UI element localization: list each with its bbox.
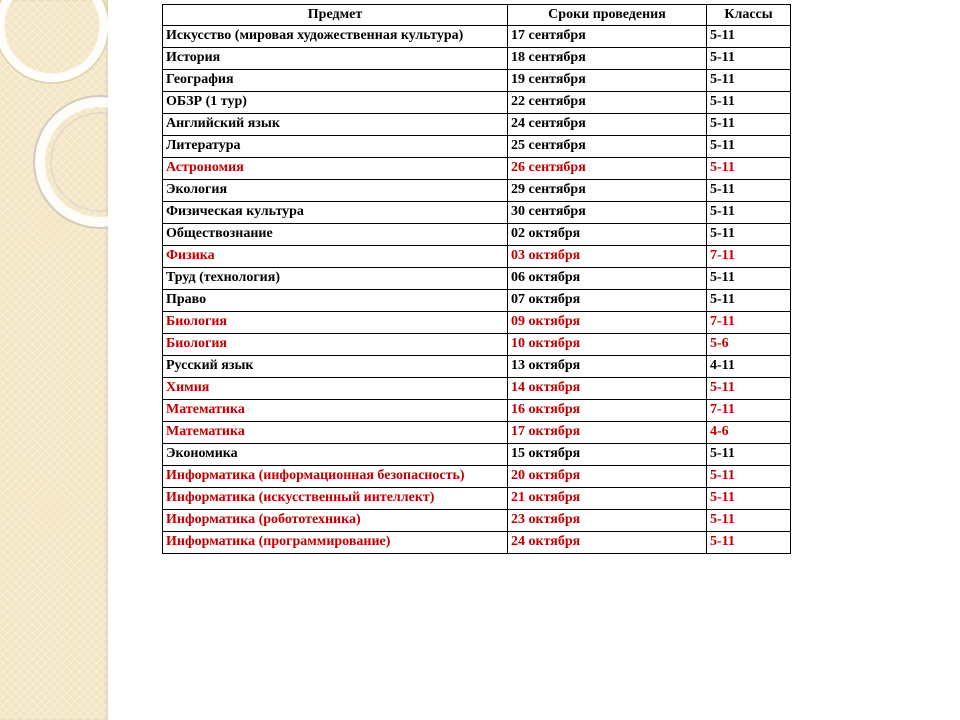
table-row <box>163 224 791 246</box>
subject-cell: География <box>163 70 508 92</box>
table-row <box>163 136 791 158</box>
table-row <box>163 466 791 488</box>
date-cell: 24 октября <box>508 532 707 554</box>
date-cell: 10 октября <box>508 334 707 356</box>
table-row <box>163 312 791 334</box>
subject-cell: Химия <box>163 378 508 400</box>
date-cell: 26 сентября <box>508 158 707 180</box>
table-row <box>163 488 791 510</box>
date-cell: 07 октября <box>508 290 707 312</box>
grades-cell: 5-11 <box>707 444 791 466</box>
table-row <box>163 444 791 466</box>
table-row <box>163 158 791 180</box>
grades-cell: 5-11 <box>707 268 791 290</box>
grades-cell: 5-11 <box>707 466 791 488</box>
table-row <box>163 334 791 356</box>
date-cell: 15 октября <box>508 444 707 466</box>
subject-cell: Информатика (робототехника) <box>163 510 508 532</box>
date-cell: 18 сентября <box>508 48 707 70</box>
subject-cell: Биология <box>163 312 508 334</box>
date-cell: 29 сентября <box>508 180 707 202</box>
date-cell: 13 октября <box>508 356 707 378</box>
grades-cell: 5-11 <box>707 136 791 158</box>
table-row <box>163 532 791 554</box>
grades-cell: 4-6 <box>707 422 791 444</box>
table-row <box>163 92 791 114</box>
grades-cell: 5-6 <box>707 334 791 356</box>
subject-cell: Русский язык <box>163 356 508 378</box>
date-cell: 09 октября <box>508 312 707 334</box>
subject-cell: Астрономия <box>163 158 508 180</box>
subject-cell: Математика <box>163 422 508 444</box>
date-cell: 25 сентября <box>508 136 707 158</box>
subject-cell: Физика <box>163 246 508 268</box>
table-row <box>163 48 791 70</box>
subject-cell: Право <box>163 290 508 312</box>
subject-cell: Экономика <box>163 444 508 466</box>
date-cell: 14 октября <box>508 378 707 400</box>
date-cell: 17 сентября <box>508 26 707 48</box>
decorative-side-panel <box>0 0 108 720</box>
olympiad-schedule <box>162 4 791 554</box>
subject-cell: Обществознание <box>163 224 508 246</box>
grades-cell: 5-11 <box>707 114 791 136</box>
subject-cell: ОБЗР (1 тур) <box>163 92 508 114</box>
table-row <box>163 290 791 312</box>
table-row <box>163 180 791 202</box>
date-cell: 19 сентября <box>508 70 707 92</box>
table-row <box>163 246 791 268</box>
date-cell: 30 сентября <box>508 202 707 224</box>
table-row <box>163 114 791 136</box>
grades-cell: 7-11 <box>707 312 791 334</box>
grades-cell: 5-11 <box>707 290 791 312</box>
table-body <box>163 26 791 554</box>
header-dates: Сроки проведения <box>508 5 707 26</box>
subject-cell: История <box>163 48 508 70</box>
table-row <box>163 202 791 224</box>
table-row <box>163 378 791 400</box>
subject-cell: Искусство (мировая художественная культура) <box>163 26 508 48</box>
date-cell: 03 октября <box>508 246 707 268</box>
table-row <box>163 422 791 444</box>
table-header-row <box>163 5 791 26</box>
date-cell: 22 сентября <box>508 92 707 114</box>
date-cell: 16 октября <box>508 400 707 422</box>
subject-cell: Труд (технология) <box>163 268 508 290</box>
grades-cell: 5-11 <box>707 92 791 114</box>
grades-cell: 5-11 <box>707 158 791 180</box>
subject-cell: Информатика (информационная безопасность) <box>163 466 508 488</box>
subject-cell: Физическая культура <box>163 202 508 224</box>
subject-cell: Биология <box>163 334 508 356</box>
table-row <box>163 400 791 422</box>
header-grades: Классы <box>707 5 791 26</box>
grades-cell: 5-11 <box>707 510 791 532</box>
schedule-table <box>162 4 791 554</box>
grades-cell: 5-11 <box>707 378 791 400</box>
date-cell: 20 октября <box>508 466 707 488</box>
grades-cell: 7-11 <box>707 246 791 268</box>
date-cell: 21 октября <box>508 488 707 510</box>
grades-cell: 5-11 <box>707 180 791 202</box>
grades-cell: 4-11 <box>707 356 791 378</box>
date-cell: 06 октября <box>508 268 707 290</box>
subject-cell: Информатика (программирование) <box>163 532 508 554</box>
grades-cell: 5-11 <box>707 26 791 48</box>
subject-cell: Литература <box>163 136 508 158</box>
subject-cell: Информатика (искусственный интеллект) <box>163 488 508 510</box>
header-subject: Предмет <box>163 5 508 26</box>
grades-cell: 5-11 <box>707 202 791 224</box>
decorative-rings-icon <box>0 0 108 720</box>
date-cell: 02 октября <box>508 224 707 246</box>
subject-cell: Английский язык <box>163 114 508 136</box>
grades-cell: 7-11 <box>707 400 791 422</box>
date-cell: 24 сентября <box>508 114 707 136</box>
subject-cell: Экология <box>163 180 508 202</box>
table-row <box>163 70 791 92</box>
subject-cell: Математика <box>163 400 508 422</box>
date-cell: 17 октября <box>508 422 707 444</box>
grades-cell: 5-11 <box>707 532 791 554</box>
grades-cell: 5-11 <box>707 488 791 510</box>
grades-cell: 5-11 <box>707 48 791 70</box>
table-row <box>163 510 791 532</box>
grades-cell: 5-11 <box>707 224 791 246</box>
date-cell: 23 октября <box>508 510 707 532</box>
table-row <box>163 268 791 290</box>
table-row <box>163 26 791 48</box>
grades-cell: 5-11 <box>707 70 791 92</box>
table-row <box>163 356 791 378</box>
